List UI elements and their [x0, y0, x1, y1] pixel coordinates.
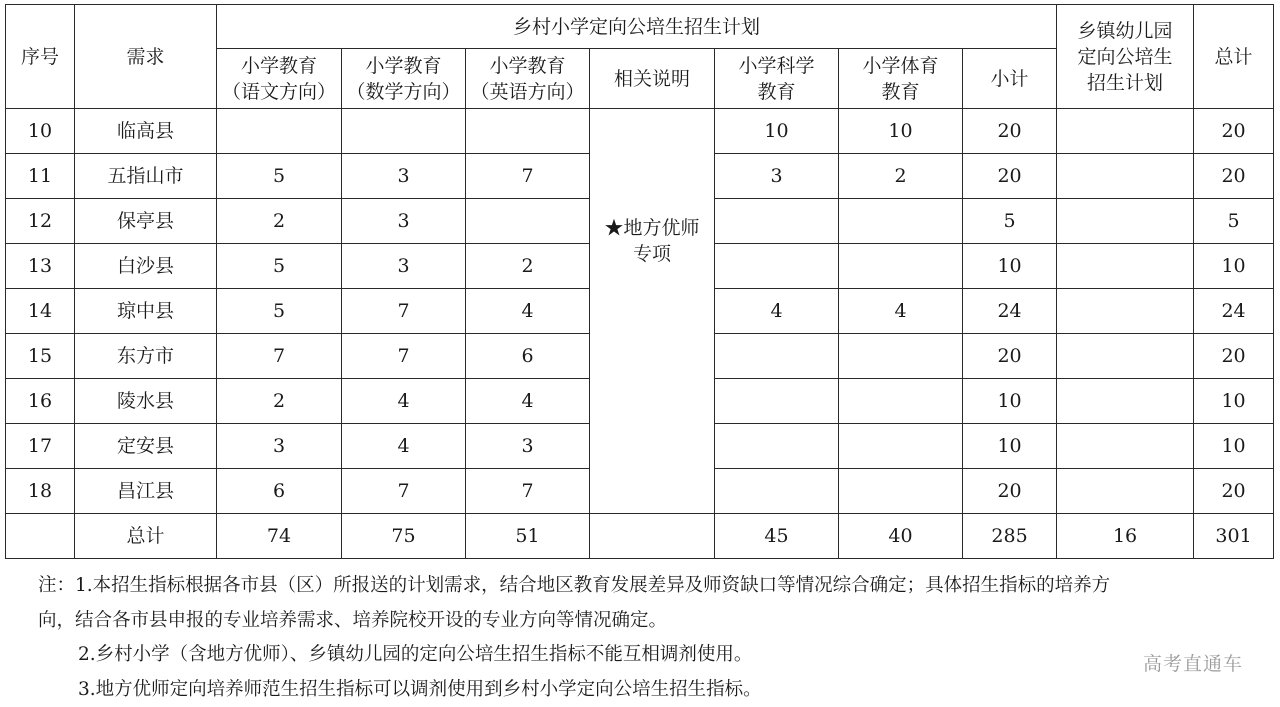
totals-label: 总计: [75, 514, 217, 559]
cell-science: [715, 379, 839, 424]
footnote-1-continued: 向，结合各市县申报的专业培养需求、培养院校开设的专业方向等情况确定。: [38, 604, 1273, 639]
table-row: [6, 109, 1274, 154]
cell-subtotal: 20: [963, 109, 1057, 154]
cell-math: 4: [342, 379, 466, 424]
total-remarks: [590, 514, 715, 559]
cell-county: 定安县: [75, 424, 217, 469]
cell-math: 7: [342, 334, 466, 379]
header-kindergarten-plan: 乡镇幼儿园 定向公培生 招生计划: [1057, 5, 1194, 109]
cell-pe: 10: [839, 109, 963, 154]
cell-kindergarten: [1057, 244, 1194, 289]
cell-science: [715, 199, 839, 244]
cell-total: 20: [1194, 469, 1274, 514]
cell-chinese: 6: [217, 469, 342, 514]
cell-chinese: 5: [217, 154, 342, 199]
cell-english: 6: [466, 334, 590, 379]
cell-chinese: 5: [217, 289, 342, 334]
cell-county: 临高县: [75, 109, 217, 154]
cell-total: 20: [1194, 334, 1274, 379]
cell-seq: 17: [6, 424, 75, 469]
header-pe: 小学体育 教育: [839, 49, 963, 109]
cell-english: [466, 199, 590, 244]
watermark: 高考直通车: [1143, 649, 1243, 676]
cell-kindergarten: [1057, 199, 1194, 244]
cell-subtotal: 10: [963, 244, 1057, 289]
cell-pe: 2: [839, 154, 963, 199]
cell-pe: [839, 334, 963, 379]
total-kindergarten: 16: [1057, 514, 1194, 559]
cell-math: 7: [342, 469, 466, 514]
cell-science: 3: [715, 154, 839, 199]
cell-subtotal: 20: [963, 154, 1057, 199]
cell-science: 4: [715, 289, 839, 334]
cell-kindergarten: [1057, 154, 1194, 199]
cell-english: 4: [466, 289, 590, 334]
footnote-1: 注：1.本招生指标根据各市县（区）所报送的计划需求，结合地区教育发展差异及师资缺口等情况综合确定；具体招生指标的培养方: [38, 569, 1273, 604]
cell-county: 保亭县: [75, 199, 217, 244]
cell-seq: 18: [6, 469, 75, 514]
header-total: 总计: [1194, 5, 1274, 109]
cell-math: 4: [342, 424, 466, 469]
cell-seq: 14: [6, 289, 75, 334]
cell-chinese: 5: [217, 244, 342, 289]
total-math: 75: [342, 514, 466, 559]
cell-county: 白沙县: [75, 244, 217, 289]
cell-chinese: 2: [217, 199, 342, 244]
header-demand: 需求: [75, 5, 217, 109]
cell-pe: [839, 244, 963, 289]
cell-county: 陵水县: [75, 379, 217, 424]
total-pe: 40: [839, 514, 963, 559]
header-english: 小学教育 （英语方向）: [466, 49, 590, 109]
footnotes: [38, 569, 1273, 707]
cell-science: 10: [715, 109, 839, 154]
cell-total: 10: [1194, 379, 1274, 424]
cell-kindergarten: [1057, 289, 1194, 334]
cell-subtotal: 5: [963, 199, 1057, 244]
cell-english: [466, 109, 590, 154]
cell-seq: 10: [6, 109, 75, 154]
cell-pe: [839, 424, 963, 469]
cell-seq: 15: [6, 334, 75, 379]
totals-row: [6, 514, 1274, 559]
header-science: 小学科学 教育: [715, 49, 839, 109]
cell-pe: [839, 469, 963, 514]
header-chinese: 小学教育 （语文方向）: [217, 49, 342, 109]
cell-subtotal: 20: [963, 334, 1057, 379]
enrollment-plan-table-container: [5, 4, 1274, 559]
cell-kindergarten: [1057, 424, 1194, 469]
cell-math: 3: [342, 154, 466, 199]
header-rural-primary-plan: 乡村小学定向公培生招生计划: [217, 5, 1057, 49]
cell-seq: 12: [6, 199, 75, 244]
cell-county: 东方市: [75, 334, 217, 379]
cell-pe: [839, 379, 963, 424]
cell-math: 3: [342, 199, 466, 244]
cell-total: 5: [1194, 199, 1274, 244]
cell-county: 五指山市: [75, 154, 217, 199]
cell-seq: [6, 514, 75, 559]
total-science: 45: [715, 514, 839, 559]
enrollment-plan-table: [5, 4, 1274, 559]
cell-total: 20: [1194, 109, 1274, 154]
cell-kindergarten: [1057, 379, 1194, 424]
cell-kindergarten: [1057, 334, 1194, 379]
cell-english: 3: [466, 424, 590, 469]
cell-subtotal: 20: [963, 469, 1057, 514]
cell-math: 7: [342, 289, 466, 334]
cell-total: 10: [1194, 244, 1274, 289]
cell-kindergarten: [1057, 109, 1194, 154]
cell-math: [342, 109, 466, 154]
cell-chinese: 3: [217, 424, 342, 469]
header-math: 小学教育 （数学方向）: [342, 49, 466, 109]
header-seq: 序号: [6, 5, 75, 109]
cell-math: 3: [342, 244, 466, 289]
header-row-top: [6, 5, 1274, 49]
header-subtotal: 小计: [963, 49, 1057, 109]
cell-seq: 13: [6, 244, 75, 289]
cell-science: [715, 334, 839, 379]
cell-english: 7: [466, 469, 590, 514]
cell-english: 4: [466, 379, 590, 424]
cell-county: 琼中县: [75, 289, 217, 334]
cell-english: 7: [466, 154, 590, 199]
cell-chinese: 2: [217, 379, 342, 424]
cell-pe: 4: [839, 289, 963, 334]
cell-subtotal: 24: [963, 289, 1057, 334]
cell-kindergarten: [1057, 469, 1194, 514]
cell-science: [715, 244, 839, 289]
footnote-3: 3.地方优师定向培养师范生招生指标可以调剂使用到乡村小学定向公培生招生指标。: [38, 673, 1273, 707]
cell-chinese: 7: [217, 334, 342, 379]
cell-total: 24: [1194, 289, 1274, 334]
cell-science: [715, 469, 839, 514]
footnote-2: 2.乡村小学（含地方优师）、乡镇幼儿园的定向公培生招生指标不能互相调剂使用。: [38, 638, 1273, 673]
grand-total: 301: [1194, 514, 1274, 559]
cell-seq: 11: [6, 154, 75, 199]
total-english: 51: [466, 514, 590, 559]
cell-pe: [839, 199, 963, 244]
cell-subtotal: 10: [963, 424, 1057, 469]
cell-subtotal: 10: [963, 379, 1057, 424]
cell-science: [715, 424, 839, 469]
cell-chinese: [217, 109, 342, 154]
cell-total: 20: [1194, 154, 1274, 199]
cell-total: 10: [1194, 424, 1274, 469]
cell-seq: 16: [6, 379, 75, 424]
total-chinese: 74: [217, 514, 342, 559]
header-remarks: 相关说明: [590, 49, 715, 109]
cell-county: 昌江县: [75, 469, 217, 514]
cell-remarks-local-teacher-program: ★地方优师 专项: [590, 109, 715, 514]
cell-english: 2: [466, 244, 590, 289]
total-subtotal: 285: [963, 514, 1057, 559]
